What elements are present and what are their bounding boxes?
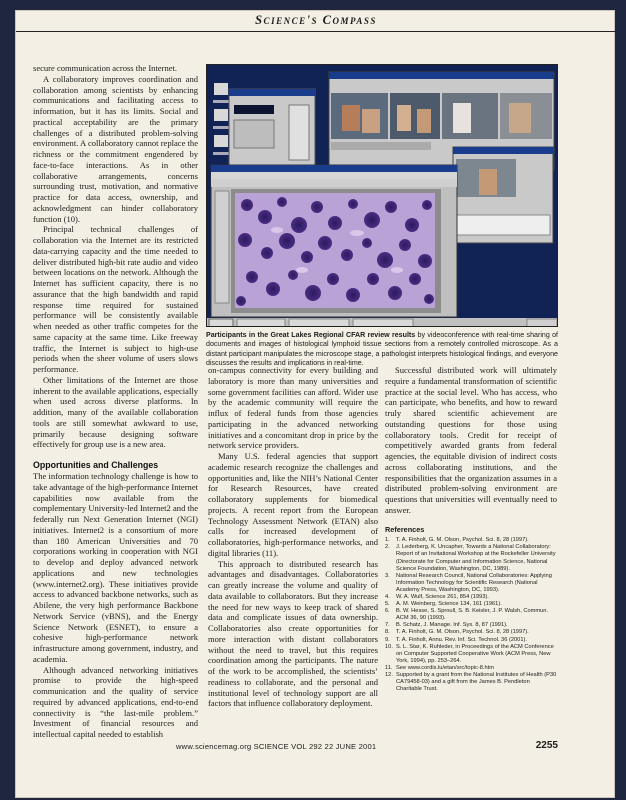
reference-number: 12. (385, 672, 393, 679)
reference-number: 5. (385, 601, 390, 608)
videoconference-screenshot (207, 65, 558, 327)
reference-number: 11. (385, 664, 393, 671)
reference-item (385, 544, 557, 572)
reference-number: 2. (385, 544, 390, 551)
reference-item (385, 622, 557, 629)
reference-item (385, 637, 557, 644)
column-3 (385, 365, 557, 693)
reference-item (385, 629, 557, 636)
figure-caption (206, 331, 558, 368)
caption-title: Participants in the Great Lakes Regional CFAR review results (206, 331, 416, 339)
reference-number: 8. (385, 629, 390, 636)
reference-text: B. Schatz, J. Manage. Inf. Sys. 8, 87 (1991). (396, 622, 508, 629)
references-heading: References (385, 524, 425, 534)
figure-photo (206, 64, 558, 327)
footer-text: www.sciencemag.org SCIENCE VOL 292 22 JUNE 2001 (176, 742, 377, 751)
column-1 (33, 63, 198, 740)
reference-text: A. M. Weinberg, Science 134, 161 (1961). (396, 601, 502, 608)
reference-number: 7. (385, 622, 390, 629)
reference-text: T. A. Finholt, Annu. Rev. Inf. Sci. Technol. 36 (2001). (396, 636, 527, 643)
caption-text: by videoconference with real-time sharing of documents and images of histological lymphoid tissue sections from a remotely controlled microscope. As a distant participant manipulates the microscope stage, a pathologist interprets histological findings, and everyone discusses the results and implications in real-time. (206, 331, 559, 367)
reference-item (385, 594, 557, 601)
paragraph: Many U.S. federal agencies that support academic research recognize the challenges and opportunities and, like the NIH’s National Center for Research Resources, have created collaboratory supplements for biomedical projects. A recent report from the European Technology Assessment Network (ETAN) also calls for increased development of collaboratories, high-performance networks, and digital libraries (11). (208, 451, 378, 558)
paragraph: on-campus connectivity for every building and laboratory is more than many universities and some government facilities can afford. Wider use by the academic community will require the influx of federal funds from those agencies participating in the advanced networking initiatives and a concomitant drop in price by the network service providers. (208, 365, 378, 451)
reference-text: B. W. Hesse, S. Sproull, S. B. Keisler, J. P. Walsh, Commun. ACM 36, 90 (1993). (396, 608, 549, 622)
journal-page (15, 10, 615, 798)
reference-item (385, 644, 557, 665)
paragraph: Other limitations of the Internet are those inherent to the available applications, especially when used across diverse platforms. In addition, many of the available collaboration tools are still somewhat awkward to use, primarily because designing software effectively for group use is a new area. (33, 374, 198, 450)
reference-item (385, 608, 557, 622)
paragraph: A collaboratory improves coordination and collaboration among scientists by enhancing communications and facilitating access to information, but it has its limits. Social and practical acceptability are the primary challenges of a distributed problem-solving environment. A collaboratory cannot replace the richness or the commitment engendered by face-to-face interactions. As in other collaborative arrangements, concerns surrounding trust, motivation, and normative practice for data access, ownership, and acknowledgment can hinder collaboratory function (10). (33, 73, 198, 224)
paragraph: Successful distributed work will ultimately require a fundamental transformation of scientific practice at the social level. Who has access, who can participate, who benefits, and how to reward truly shared scientific achievement are outstanding questions for those using collaboratory tools. Credit for receipt of competitively awarded grants from federal agencies, the equitable division of indirect costs across collaborating institutions, and the responsibilities that the organization assumes in a distributed problem-solving environment are questions that universities will eventually need to answer. (385, 365, 557, 515)
page-footer (16, 739, 616, 755)
header-rule (16, 31, 616, 32)
paragraph: Although advanced networking initiatives promise to provide the high-speed communication and the quality of service required by advanced applications, end-to-end connectivity is “the last-mile problem.” Investment of financial resources and intellectual capital needed to establish (33, 664, 198, 739)
reference-item (385, 665, 557, 672)
desktop-icons (213, 83, 229, 155)
paragraph: secure communication across the Internet. (33, 63, 178, 73)
paragraph: The information technology challenge is how to take advantage of the high-performance Internet capabilities now available from the complementary University-led Internet2 and the federally run Next Generation Internet (NGI) initiatives. Internet2 is a consortium of more than 180 American Universities and 70 corporations working in cooperation with NGI to develop and deploy advanced network applications and new technologies (www.internet2.org). These initiatives provide access to advanced backbone networks, such as Abilene, the very high performance Backbone Network Service (vBNS), and the Energy Science Network (ESNET), to ensure a cohesive high-performance network infrastructure among government, industry, and academia. (33, 471, 198, 664)
reference-text: W. A. Wulf, Science 261, 854 (1993). (396, 594, 489, 600)
reference-number: 10. (385, 643, 393, 650)
reference-number: 6. (385, 608, 390, 615)
reference-text: National Research Council, National Collaboratories: Applying Information Technology for Scientific Research (National Academy Press, Washington, DC, 1993). (396, 572, 552, 593)
reference-number: 9. (385, 636, 390, 643)
reference-item (385, 672, 557, 693)
reference-item (385, 601, 557, 608)
reference-item (385, 537, 557, 544)
reference-text: S. L. Star, K. Ruhleder, in Proceedings of the ACM Conference on Computer Supported Cooperative Work (ACM Press, New York, 1994), pp. 253–264. (396, 643, 554, 664)
reference-number: 4. (385, 594, 390, 600)
reference-item (385, 573, 557, 594)
reference-number: 1. (385, 537, 390, 544)
references-list (385, 537, 557, 693)
reference-number: 3. (385, 572, 390, 579)
paragraph: This approach to distributed research has advantages and disadvantages. Collaboratories can greatly increase the volume and quality of data available to collaborators. But they increase the need for new ways to keep track of shared data and complicate issues of data ownership. Collaboratories also create opportunities for more interaction with distant collaborators without the need to travel, but this requires coordination among the participants. The nature of the work to be accomplished, the scientists’ readiness to collaborate, and the personal and institutional level of technology support are all factors that influence collaboratory deployment. (208, 558, 378, 709)
reference-text: T. A. Finholt, G. M. Olson, Psychol. Sci. 8, 28 (1997). (396, 629, 529, 636)
reference-text: See www.cordis.lu/etan/src/topic-8.htm (396, 664, 494, 671)
paragraph: Principal technical challenges of collaboration via the Internet are its restricted data-carrying capacity and the time needed to deliver distributed high-bit rate audio and video between locations on the network. Although the Internet has sufficient capacity, there is no assurance that the high bandwidth and rapid response time required for sustained performance will be consistently available when needed as other traffic competes for the same capacity at the same time. Like freeway traffic, the Internet is subject to high-use periods when the sheer volume of users slows performance. (33, 224, 198, 374)
column-2 (208, 365, 378, 709)
page-number: 2255 (535, 740, 558, 751)
reference-text: J. Lederberg, K. Uncapher, Towards a National Collaboratory: Report of an Invitational Workshop at the Rockefeller University (Directorate for Computer and Information Science, National Science Foundation, Washington, DC, 1989). (396, 544, 556, 572)
reference-text: T. A. Finholt, G. M. Olson, Psychol. Sci. 8, 28 (1997). (396, 537, 529, 544)
reference-text: Supported by a grant from the National Institutes of Health (P30 CA79458-03) and a gift from the James B. Pendleton Charitable Trust. (396, 672, 557, 693)
section-heading: Opportunities and Challenges (33, 460, 159, 470)
running-header: Science's Compass (255, 13, 377, 27)
